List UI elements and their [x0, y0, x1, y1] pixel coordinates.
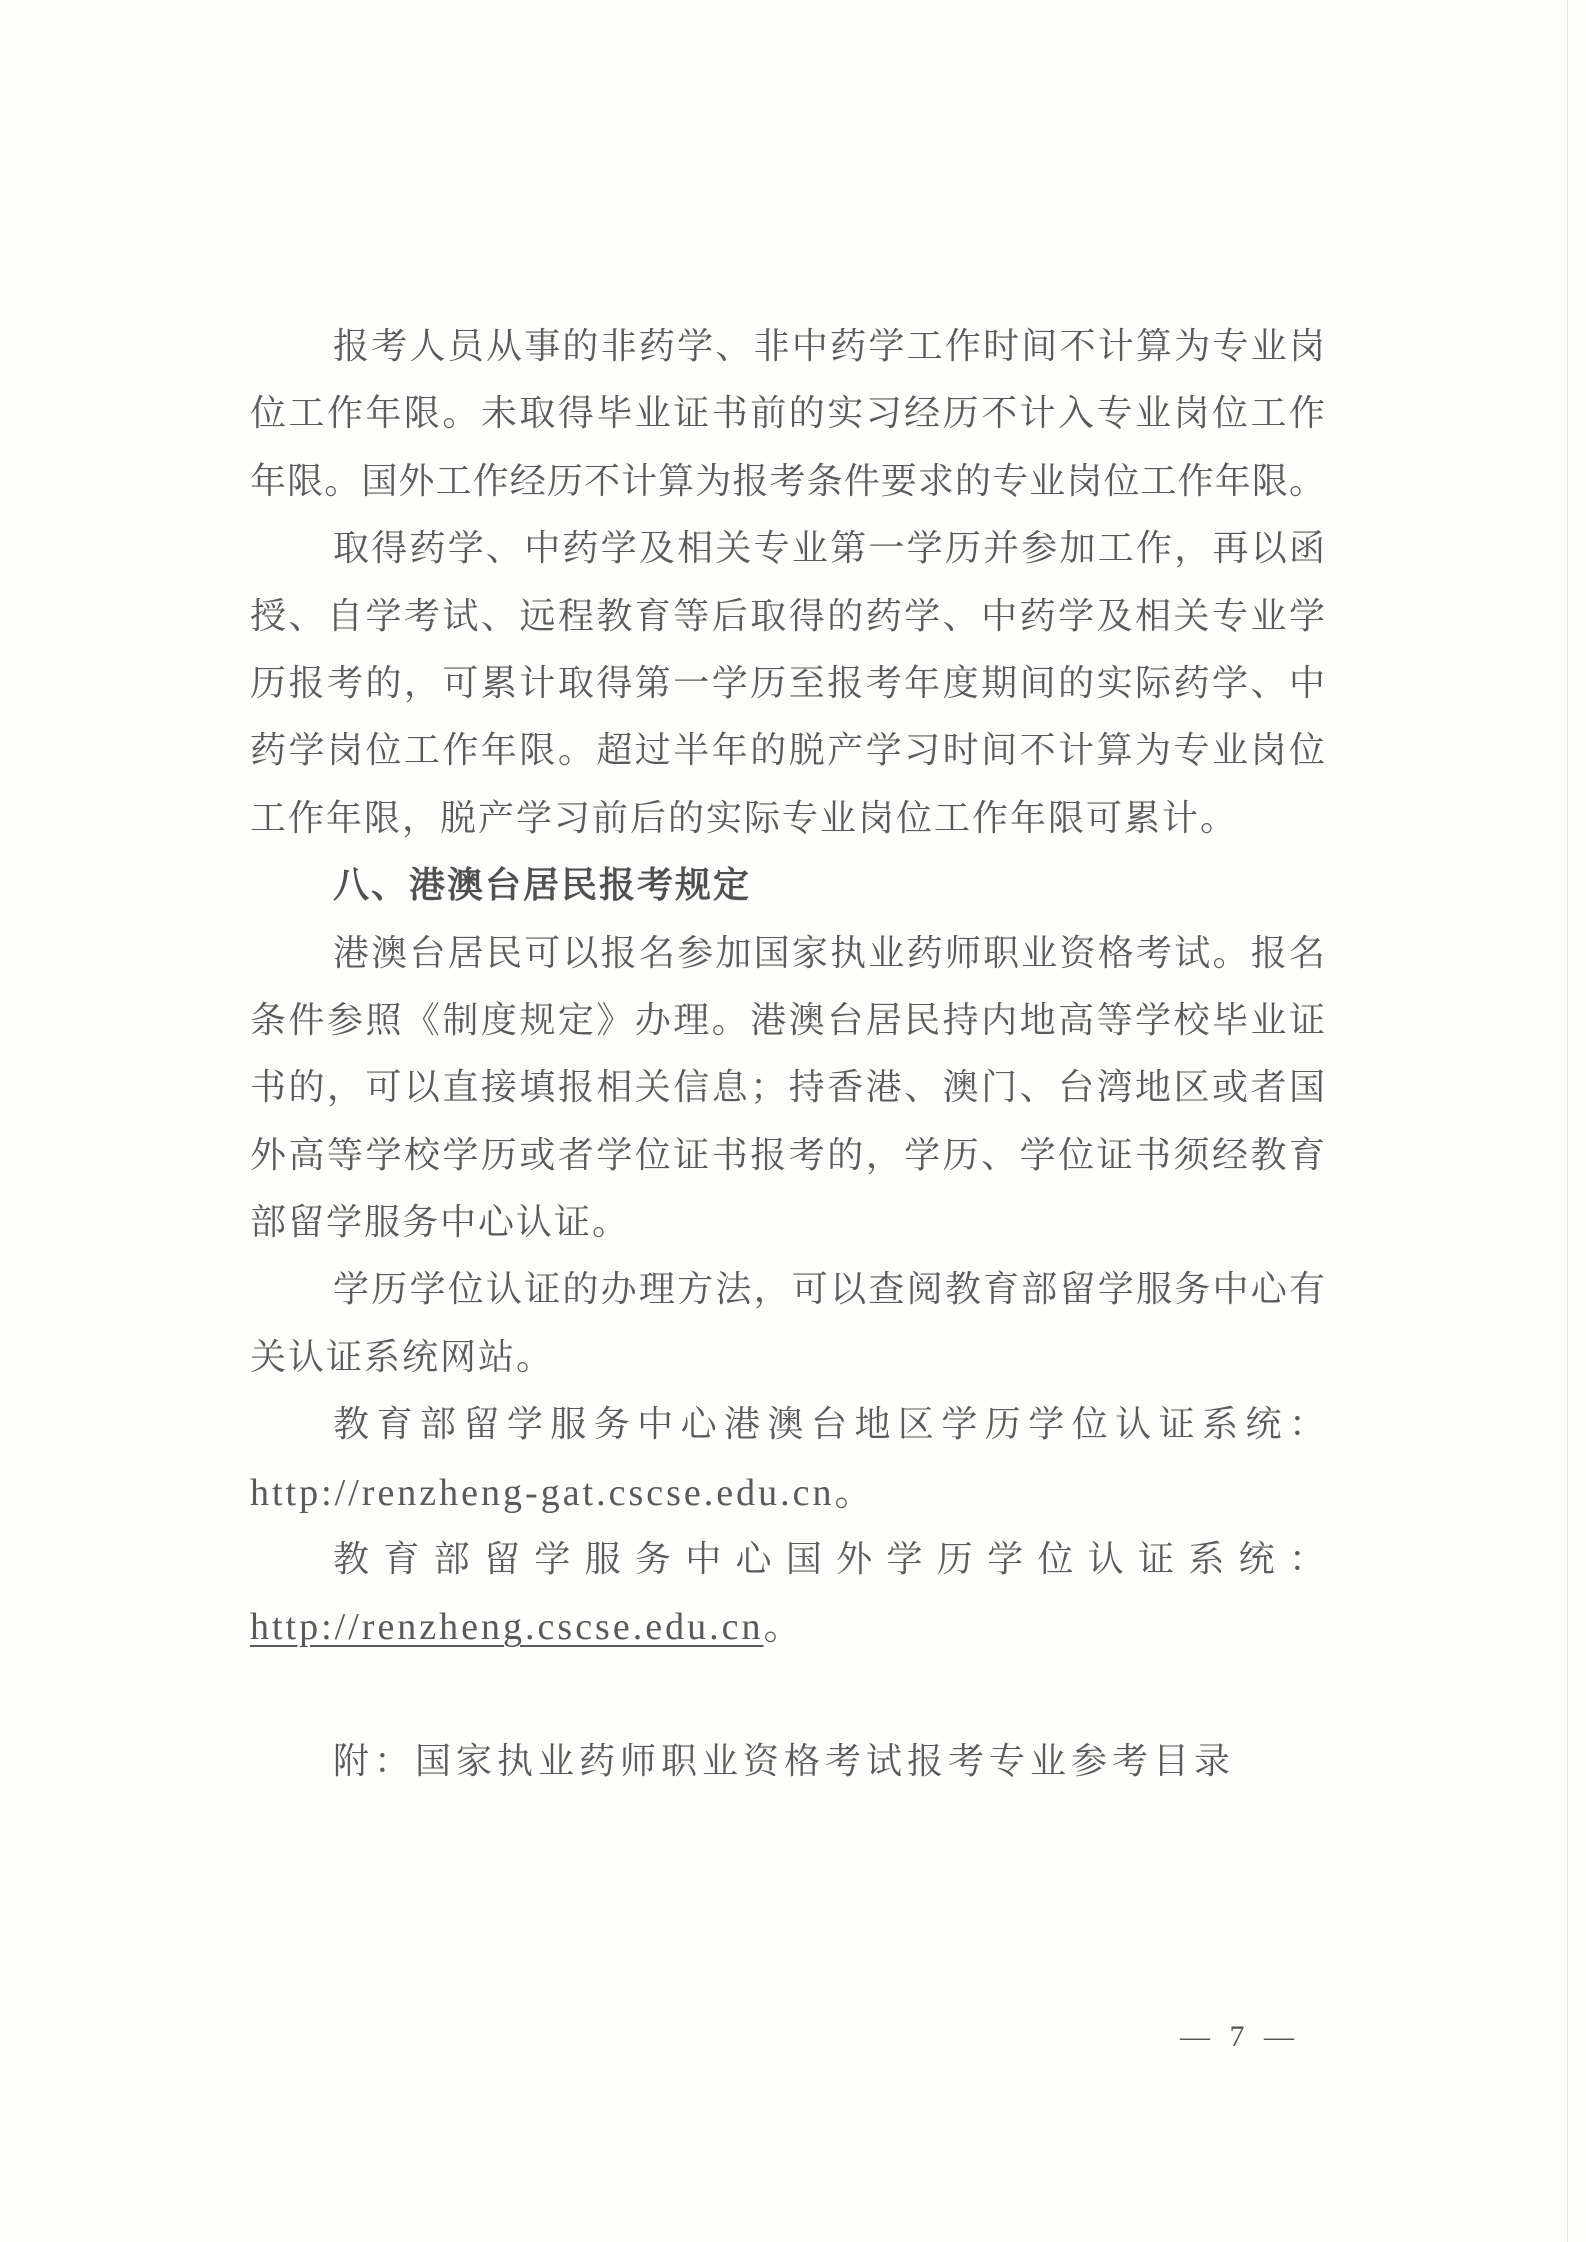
page-number: — 7 —: [1180, 2020, 1300, 2053]
gat-system-url[interactable]: http://renzheng-gat.cscse.edu.cn。: [250, 1471, 876, 1514]
text-line: 书的，可以直接填报相关信息；持香港、澳门、台湾地区或者国: [250, 1067, 1325, 1109]
foreign-system-url-line: [250, 1604, 1325, 1671]
document-body: [250, 324, 1325, 1807]
text-line: 教育部留学服务中心国外学历学位认证系统：: [333, 1539, 1325, 1581]
paragraph-first-degree: [250, 526, 1325, 863]
text-line: 部留学服务中心认证。: [250, 1202, 631, 1244]
text-line: 报考人员从事的非药学、非中药学工作时间不计算为专业岗: [333, 326, 1325, 367]
attachment-note: 附：国家执业药师职业资格考试报考专业参考目录: [333, 1741, 1236, 1783]
text-line: 年限。国外工作经历不计算为报考条件要求的专业岗位工作年限。: [250, 460, 1325, 502]
text-line: 授、自学考试、远程教育等后取得的药学、中药学及相关专业学: [250, 595, 1325, 637]
text-line: 取得药学、中药学及相关专业第一学历并参加工作，再以函: [333, 528, 1325, 570]
section-heading: 八、港澳台居民报考规定: [333, 865, 752, 907]
scan-edge-line: [1567, 0, 1568, 2242]
url-period: 。: [763, 1606, 805, 1649]
paragraph-certification-method: [250, 1267, 1325, 1402]
text-line: 位工作年限。未取得毕业证书前的实习经历不计入专业岗位工作: [250, 393, 1325, 435]
paragraph-hk-macao-taiwan: [250, 931, 1325, 1268]
text-line: 历报考的，可累计取得第一学历至报考年度期间的实际药学、中: [250, 662, 1325, 704]
blank-line: [250, 1672, 1325, 1739]
text-line: 学历学位认证的办理方法，可以查阅教育部留学服务中心有: [333, 1269, 1325, 1311]
text-line: 药学岗位工作年限。超过半年的脱产学习时间不计算为专业岗位: [250, 730, 1325, 772]
paragraph-foreign-system: [250, 1537, 1325, 1672]
text-line: 关认证系统网站。: [250, 1336, 555, 1378]
text-line: 港澳台居民可以报名参加国家执业药师职业资格考试。报名: [333, 932, 1325, 974]
paragraph-gat-system: [250, 1402, 1325, 1537]
foreign-system-url-link[interactable]: http://renzheng.cscse.edu.cn: [250, 1606, 764, 1649]
text-line: 工作年限，脱产学习前后的实际专业岗位工作年限可累计。: [250, 797, 1239, 839]
paragraph-work-years: [250, 324, 1325, 526]
text-line: 外高等学校学历或者学位证书报考的，学历、学位证书须经教育: [250, 1134, 1325, 1176]
text-line: 教育部留学服务中心港澳台地区学历学位认证系统：: [333, 1404, 1325, 1446]
text-line: 条件参照《制度规定》办理。港澳台居民持内地高等学校毕业证: [250, 999, 1325, 1041]
